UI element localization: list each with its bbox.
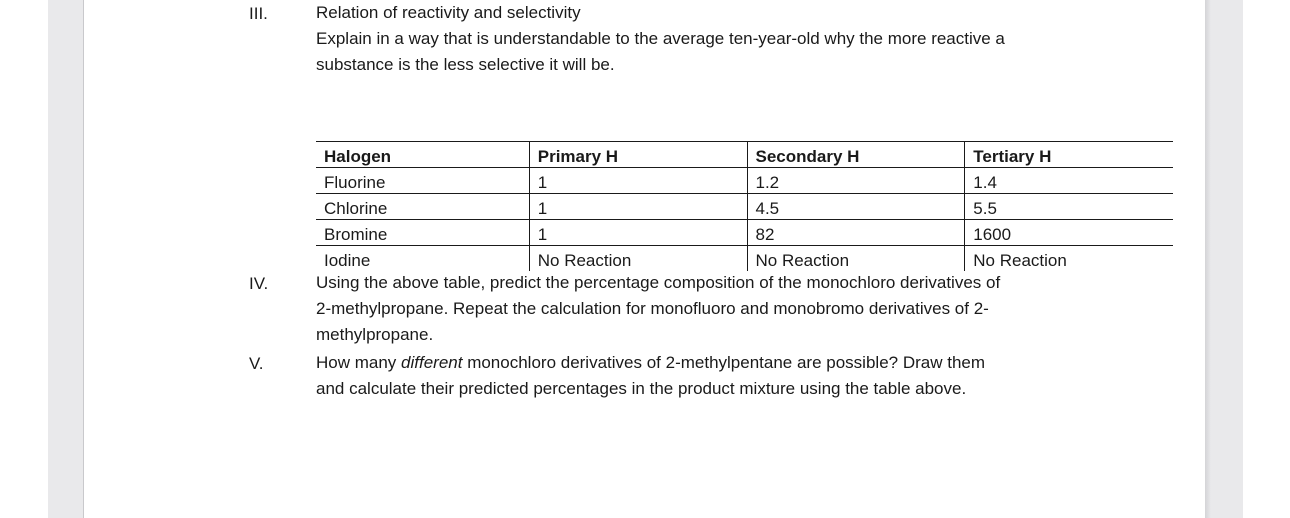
section-5-line-1 bbox=[316, 350, 1116, 376]
section-4-line-3: methylpropane. bbox=[316, 325, 434, 344]
table-row bbox=[316, 168, 1173, 194]
table-cell: No Reaction bbox=[747, 246, 965, 272]
table-cell: 1.4 bbox=[965, 168, 1173, 194]
table-cell: 1600 bbox=[965, 220, 1173, 246]
section-3-title: Relation of reactivity and selectivity bbox=[316, 3, 581, 22]
table-cell: No Reaction bbox=[965, 246, 1173, 272]
table-cell: 1 bbox=[529, 194, 747, 220]
section-3-text bbox=[316, 0, 1116, 78]
section-4-numeral: IV. bbox=[249, 274, 269, 293]
section-3-body-line-1: Explain in a way that is understandable to the average ten-year-old why the more reactive a bbox=[316, 29, 1005, 48]
section-5-line-2: and calculate their predicted percentages in the product mixture using the table above. bbox=[316, 379, 967, 398]
section-5-line-1-end: monochloro derivatives of 2-methylpentane are possible? Draw them bbox=[462, 353, 986, 372]
section-4-text bbox=[316, 270, 1116, 348]
table-header-row bbox=[316, 142, 1173, 168]
table-cell: 1 bbox=[529, 220, 747, 246]
page-shadow bbox=[1205, 0, 1211, 518]
section-3-body-line-2: substance is the less selective it will be. bbox=[316, 55, 615, 74]
table-cell: Chlorine bbox=[316, 194, 529, 220]
window-background-right bbox=[1243, 0, 1290, 518]
table-header-cell: Secondary H bbox=[747, 142, 965, 168]
section-5-line-1-start: How many bbox=[316, 353, 402, 372]
window-background-left bbox=[0, 0, 48, 518]
table-header-cell: Primary H bbox=[529, 142, 747, 168]
table-cell: 5.5 bbox=[965, 194, 1173, 220]
section-3-numeral: III. bbox=[249, 4, 268, 23]
table-cell: Fluorine bbox=[316, 168, 529, 194]
table-cell: Iodine bbox=[324, 251, 371, 270]
section-4-line-2: 2-methylpropane. Repeat the calculation for monofluoro and monobromo derivatives of 2- bbox=[316, 299, 989, 318]
reactivity-table bbox=[316, 141, 1173, 271]
viewer-gutter-left bbox=[48, 0, 84, 518]
table-header-cell: Halogen bbox=[316, 142, 529, 168]
table-cell: 1.2 bbox=[747, 168, 965, 194]
section-5-numeral: V. bbox=[249, 354, 264, 373]
table-cell: Bromine bbox=[316, 220, 529, 246]
table-row bbox=[316, 194, 1173, 220]
table-cell: 4.5 bbox=[747, 194, 965, 220]
page-edge bbox=[83, 0, 84, 518]
table-cell: 1 bbox=[529, 168, 747, 194]
table-row bbox=[316, 246, 1173, 272]
section-5-text bbox=[316, 350, 1116, 402]
section-4-line-1: Using the above table, predict the percentage composition of the monochloro derivatives of bbox=[316, 273, 1001, 292]
table-header-cell: Tertiary H bbox=[965, 142, 1173, 168]
emphasis-different: different bbox=[401, 353, 463, 372]
table-row bbox=[316, 220, 1173, 246]
table-cell: No Reaction bbox=[529, 246, 747, 272]
table-cell: 82 bbox=[747, 220, 965, 246]
